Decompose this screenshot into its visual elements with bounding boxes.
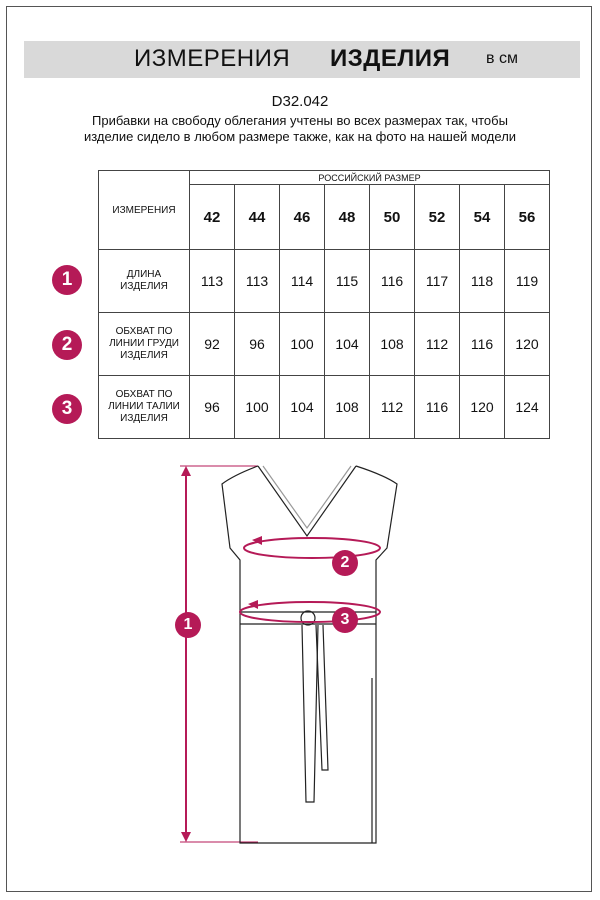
size-header-54: 54 — [460, 185, 505, 250]
table-cell: 116 — [415, 376, 460, 439]
title-measurements: ИЗМЕРЕНИЯ — [134, 45, 291, 72]
row-label-line: ОБХВАТ ПО — [115, 326, 173, 337]
article-code: D32.042 — [271, 93, 329, 110]
measurements-header: ИЗМЕРЕНИЯ — [99, 171, 190, 250]
table-cell: 118 — [460, 250, 505, 313]
size-header-56: 56 — [505, 185, 550, 250]
table-cell: 104 — [325, 313, 370, 376]
table-cell: 113 — [235, 250, 280, 313]
diagram-marker-1: 1 — [175, 612, 201, 638]
table-cell: 112 — [370, 376, 415, 439]
table-cell: 116 — [370, 250, 415, 313]
size-system-header: РОССИЙСКИЙ РАЗМЕР — [190, 171, 550, 185]
table-cell: 112 — [415, 313, 460, 376]
title-unit: в см — [486, 50, 518, 67]
row-number-badge: 2 — [52, 330, 82, 360]
diagram-marker-3: 3 — [332, 607, 358, 633]
size-header-52: 52 — [415, 185, 460, 250]
row-label-line: ЛИНИИ ТАЛИИ — [108, 401, 180, 412]
fit-note: Прибавки на свободу облегания учтены во всех размерах так, чтобы изделие сидело в любом размере также, как на фото на нашей модели — [83, 113, 517, 144]
table-cell: 96 — [190, 376, 235, 439]
table-cell: 100 — [280, 313, 325, 376]
table-cell: 113 — [190, 250, 235, 313]
chest-girth-arrow — [244, 536, 380, 558]
row-number-badge: 1 — [52, 265, 82, 295]
size-header-42: 42 — [190, 185, 235, 250]
dress-outline — [222, 466, 397, 843]
size-header-44: 44 — [235, 185, 280, 250]
row-label-line: ДЛИНА — [126, 269, 162, 280]
row-label-line: ОБХВАТ ПО — [115, 389, 173, 400]
table-cell: 124 — [505, 376, 550, 439]
table-cell: 108 — [325, 376, 370, 439]
table-cell: 108 — [370, 313, 415, 376]
table-cell: 96 — [235, 313, 280, 376]
table-cell: 104 — [280, 376, 325, 439]
size-header-48: 48 — [325, 185, 370, 250]
table-cell: 120 — [505, 313, 550, 376]
title-item: ИЗДЕЛИЯ — [330, 45, 451, 72]
table-cell: 100 — [235, 376, 280, 439]
table-cell: 116 — [460, 313, 505, 376]
table-cell: 114 — [280, 250, 325, 313]
row-label-line: ИЗДЕЛИЯ — [120, 281, 168, 292]
table-cell: 92 — [190, 313, 235, 376]
table-cell: 119 — [505, 250, 550, 313]
row-label-line: ИЗДЕЛИЯ — [120, 413, 168, 424]
size-header-50: 50 — [370, 185, 415, 250]
length-arrow — [180, 466, 258, 842]
row-label-line: ЛИНИИ ГРУДИ — [109, 338, 179, 349]
row-number-badge: 3 — [52, 394, 82, 424]
table-cell: 120 — [460, 376, 505, 439]
table-cell: 115 — [325, 250, 370, 313]
size-header-46: 46 — [280, 185, 325, 250]
diagram-marker-2: 2 — [332, 550, 358, 576]
row-label-line: ИЗДЕЛИЯ — [120, 350, 168, 361]
table-cell: 117 — [415, 250, 460, 313]
